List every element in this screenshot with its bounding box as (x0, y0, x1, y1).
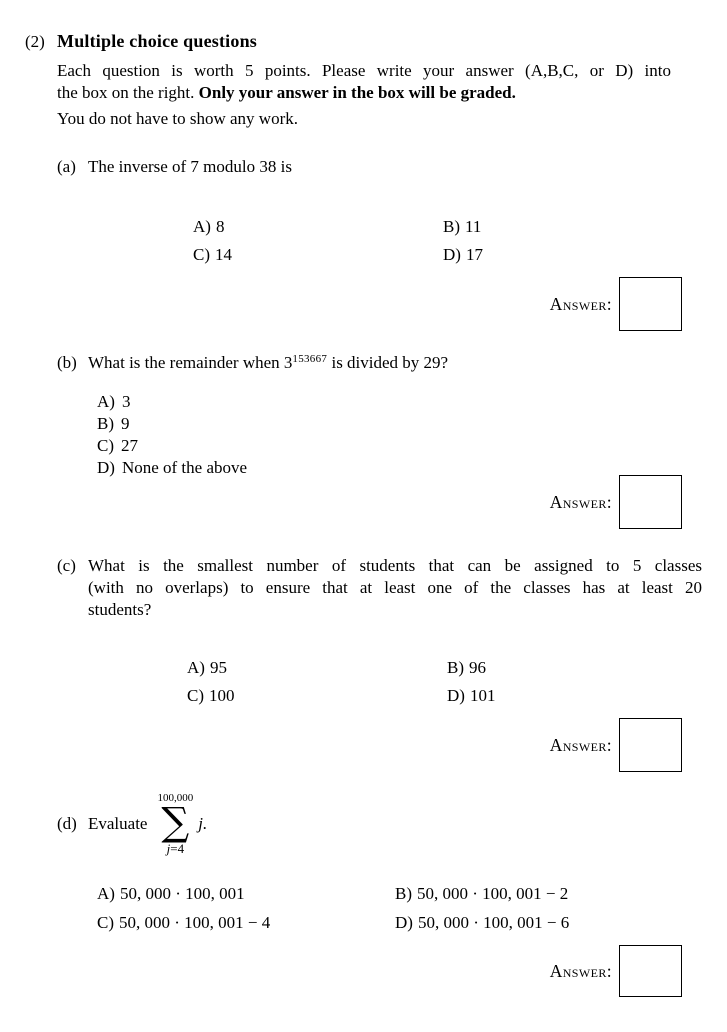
summation-upper-limit: 100,000 (157, 792, 194, 804)
option-c-C-value: 100 (209, 686, 235, 705)
section-heading (25, 30, 257, 53)
option-a-D-value: 17 (465, 245, 483, 264)
option-c-A-key: A) (187, 658, 205, 677)
option-d-B (395, 883, 569, 905)
question-a-options (193, 216, 483, 266)
question-b-text-after: is divided by 29? (327, 353, 449, 372)
option-a-A (193, 216, 443, 238)
option-a-B (443, 216, 483, 238)
question-b (57, 352, 448, 374)
question-b-text-before: What is the remainder when 3 (88, 353, 293, 372)
answer-row-b (400, 475, 682, 529)
option-a-C-value: 14 (215, 245, 232, 264)
option-a-A-value: 8 (215, 217, 225, 236)
option-d-C-key: C) (97, 913, 114, 932)
option-a-B-value: 11 (465, 217, 482, 236)
question-d-options (97, 883, 569, 934)
sigma-icon: ∑ (161, 800, 190, 845)
option-b-D-value: None of the above (121, 458, 248, 477)
intro-line-2-bold: Only your answer in the box will be graded. (198, 83, 516, 102)
question-c-text (88, 555, 702, 621)
answer-row-c (400, 718, 682, 772)
question-c-line-3: students? (88, 600, 152, 619)
option-d-D-key: D) (395, 913, 413, 932)
option-c-C (187, 685, 447, 707)
option-c-B-key: B) (447, 658, 464, 677)
summation-formula (157, 792, 193, 856)
option-d-A-key: A) (97, 884, 115, 903)
option-d-A (97, 883, 395, 905)
question-c-line-2: (with no overlaps) to ensure that at least one of the classes has at least 20 (88, 578, 702, 597)
option-a-D-key: D) (443, 245, 461, 264)
question-c-line-1: What is the smallest number of students that can be assigned to 5 classes (88, 556, 702, 575)
question-a (57, 156, 292, 178)
option-b-D (97, 457, 247, 479)
option-d-D-value: 50, 000 · 100, 001 − 6 (417, 913, 570, 932)
option-c-B (447, 657, 495, 679)
option-a-C-key: C) (193, 245, 210, 264)
question-b-text (88, 352, 448, 374)
option-c-D-key: D) (447, 686, 465, 705)
option-b-C-value: 27 (121, 436, 138, 455)
option-d-B-key: B) (395, 884, 412, 903)
option-d-A-value: 50, 000 · 100, 001 (119, 884, 245, 903)
option-b-C-key: C) (97, 436, 114, 455)
question-d-text: Evaluate (88, 814, 148, 833)
answer-box-d[interactable] (619, 945, 682, 997)
intro-note: You do not have to show any work. (57, 109, 298, 128)
option-b-B (97, 413, 247, 435)
answer-row-d (400, 944, 682, 998)
option-a-A-key: A) (193, 217, 211, 236)
answer-box-b[interactable] (619, 475, 682, 529)
question-a-text: The inverse of 7 modulo 38 is (88, 157, 292, 176)
option-d-D (395, 912, 569, 934)
question-d (57, 791, 207, 857)
section-number: (2) (25, 32, 45, 51)
answer-label-d: Answer: (549, 961, 612, 981)
option-b-C (97, 435, 247, 457)
option-c-A-value: 95 (209, 658, 227, 677)
answer-row-a (400, 277, 682, 331)
question-a-label: (a) (57, 157, 76, 176)
option-c-B-value: 96 (469, 658, 486, 677)
section-title: Multiple choice questions (57, 31, 258, 51)
option-b-A-value: 3 (121, 392, 131, 411)
summation-lower-limit (167, 841, 184, 856)
question-b-exponent: 153667 (292, 353, 328, 365)
answer-label-c: Answer: (549, 735, 612, 755)
option-b-A-key: A) (97, 392, 115, 411)
option-d-B-value: 50, 000 · 100, 001 − 2 (417, 884, 569, 903)
option-b-A (97, 391, 247, 413)
option-b-D-key: D) (97, 458, 115, 477)
answer-box-c[interactable] (619, 718, 682, 772)
question-c (57, 555, 702, 621)
question-c-label: (c) (57, 556, 76, 575)
option-d-C (97, 912, 395, 934)
option-c-D (447, 685, 495, 707)
question-b-label: (b) (57, 353, 77, 372)
intro-paragraph (57, 60, 671, 104)
option-a-B-key: B) (443, 217, 460, 236)
option-a-C (193, 244, 443, 266)
question-b-options (97, 391, 247, 479)
answer-label-a: Answer: (549, 294, 612, 314)
intro-line-2 (57, 82, 671, 104)
question-c-options (187, 657, 495, 707)
answer-label-b: Answer: (549, 492, 612, 512)
intro-line-2-regular: the box on the right. (57, 83, 195, 102)
option-b-B-key: B) (97, 414, 114, 433)
intro-line-1: Each question is worth 5 points. Please write your answer (A,B,C, or D) into (57, 61, 671, 80)
question-d-label: (d) (57, 814, 77, 833)
summation-index-variable: j (166, 841, 171, 856)
summation-term: j. (198, 814, 208, 833)
answer-box-a[interactable] (619, 277, 682, 331)
option-d-C-value: 50, 000 · 100, 001 − 4 (119, 913, 271, 932)
option-a-D (443, 244, 483, 266)
option-b-B-value: 9 (121, 414, 130, 433)
summation-lower-rest: =4 (170, 841, 185, 856)
option-c-D-value: 101 (469, 686, 496, 705)
option-c-C-key: C) (187, 686, 204, 705)
option-c-A (187, 657, 447, 679)
